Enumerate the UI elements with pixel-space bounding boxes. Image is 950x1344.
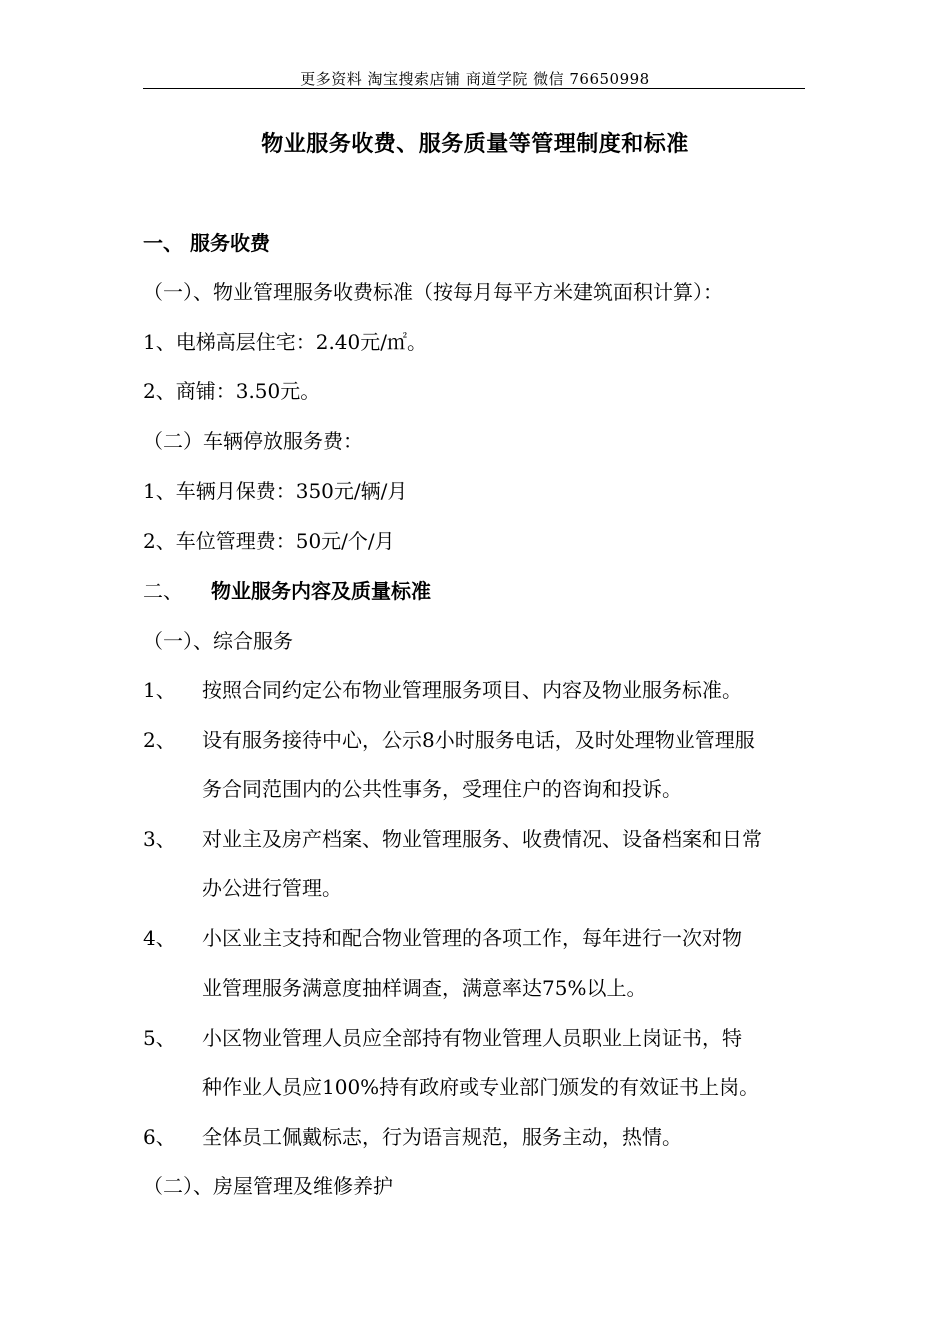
list-item-number: 6、 — [143, 1125, 176, 1149]
list-item-number: 1、 — [143, 678, 176, 702]
list-item-text: 全体员工佩戴标志，行为语言规范，服务主动，热情。 — [202, 1125, 682, 1149]
list-item-text-continued: 办公进行管理。 — [202, 876, 342, 900]
section-2-heading: 物业服务内容及质量标准 — [211, 579, 431, 603]
list-item-text-continued: 业管理服务满意度抽样调查，满意率达75%以上。 — [202, 976, 647, 1000]
fee-item-1: 1、电梯高层住宅：2.40元/㎡。 — [143, 330, 427, 354]
list-item-number: 5、 — [143, 1026, 176, 1050]
parking-item-2: 2、车位管理费：50元/个/月 — [143, 529, 395, 553]
document-title: 物业服务收费、服务质量等管理制度和标准 — [261, 131, 689, 157]
list-item-text-continued: 务合同范围内的公共性事务，受理住户的咨询和投诉。 — [202, 777, 682, 801]
list-item-text: 按照合同约定公布物业管理服务项目、内容及物业服务标准。 — [202, 678, 742, 702]
section-2-sub-2: （二）、房屋管理及维修养护 — [143, 1174, 393, 1198]
section-1-sub-1: （一）、物业管理服务收费标准（按每月每平方米建筑面积计算）： — [143, 280, 723, 304]
parking-item-1: 1、车辆月保费：350元/辆/月 — [143, 479, 408, 503]
page-header-text: 更多资料 淘宝搜索店铺 商道学院 微信 76650998 — [300, 70, 650, 88]
section-1-heading: 一、 服务收费 — [143, 231, 270, 255]
list-item-number: 3、 — [143, 827, 176, 851]
list-item-number: 2、 — [143, 728, 176, 752]
list-item-text-continued: 种作业人员应100%持有政府或专业部门颁发的有效证书上岗。 — [202, 1075, 760, 1099]
list-item-text: 设有服务接待中心，公示8小时服务电话，及时处理物业管理服 — [202, 728, 755, 752]
fee-item-2: 2、商铺：3.50元。 — [143, 379, 321, 403]
list-item-text: 小区物业管理人员应全部持有物业管理人员职业上岗证书，特 — [202, 1026, 742, 1050]
header-rule — [143, 88, 805, 89]
section-1-sub-2: （二）车辆停放服务费： — [143, 429, 363, 453]
section-2-sub-1: （一）、综合服务 — [143, 629, 293, 653]
list-item-text: 小区业主支持和配合物业管理的各项工作，每年进行一次对物 — [202, 926, 742, 950]
list-item-text: 对业主及房产档案、物业管理服务、收费情况、设备档案和日常 — [202, 827, 762, 851]
section-2-number: 二、 — [143, 579, 183, 603]
list-item-number: 4、 — [143, 926, 176, 950]
